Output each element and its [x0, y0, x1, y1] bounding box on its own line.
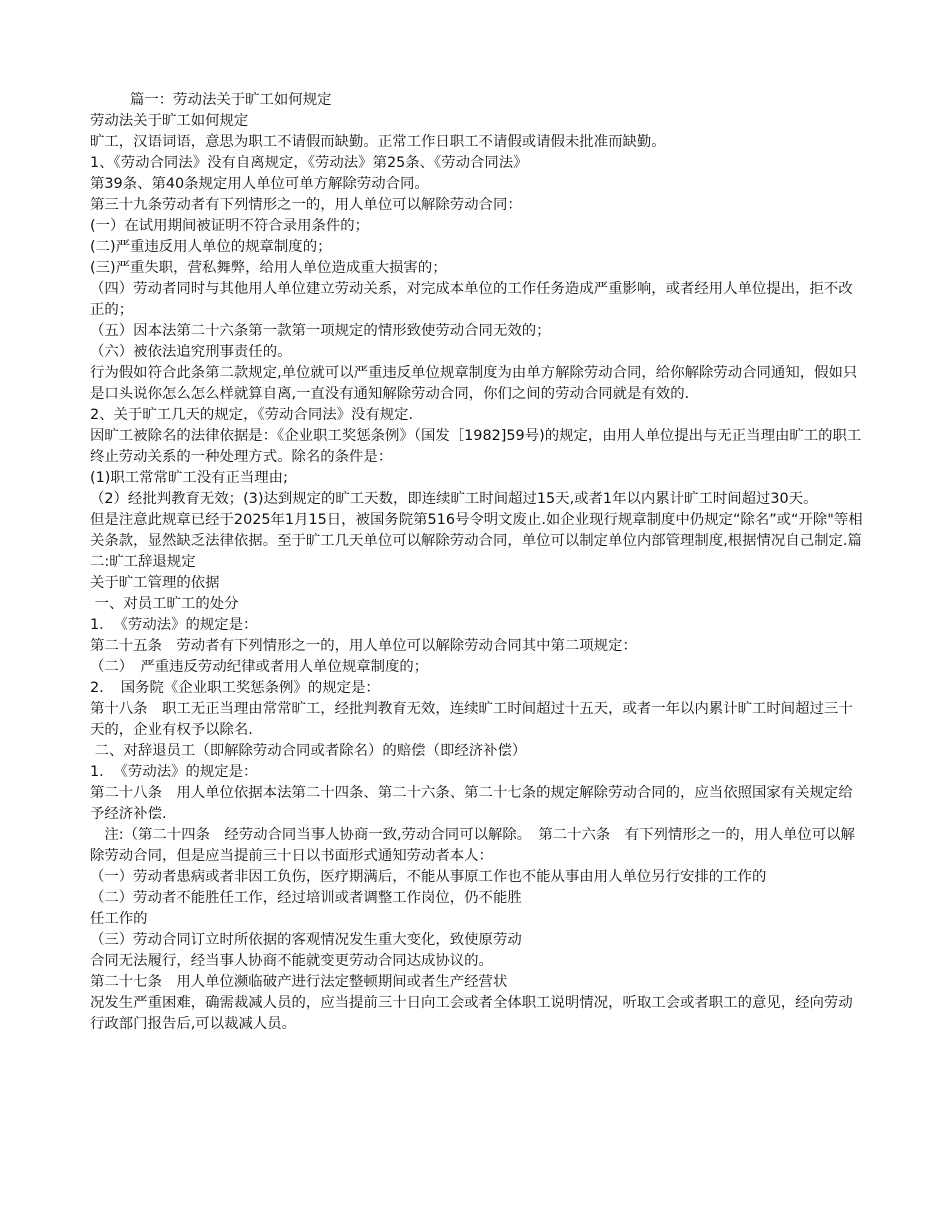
paragraph: 1． 《劳动法》的规定是： — [90, 617, 258, 633]
paragraph: 2． 国务院《企业职工奖惩条例》的规定是： — [90, 680, 380, 696]
paragraph: 第二十五条 劳动者有下列情形之一的，用人单位可以解除劳动合同其中第二项规定： — [90, 638, 637, 654]
paragraph: 第二十八条 用人单位依据本法第二十四条、第二十六条、第二十七条的规定解除劳动合同的，应当依照国家有关规定给予经济补偿. — [90, 785, 853, 822]
paragraph: 任工作的 — [90, 911, 148, 927]
note-paragraph: 注:（第二十四条 经劳动合同当事人协商一致,劳动合同可以解除。 第二十六条 有下列情形之一的，用人单位可以解除劳动合同，但是应当提前三十日以书面形式通知劳动者本人： — [90, 827, 855, 864]
list-item: (二)严重违反用人单位的规章制度的； — [90, 239, 332, 255]
section-heading: 关于旷工管理的依据 — [90, 575, 220, 591]
list-item: (一）在试用期间被证明不符合录用条件的； — [90, 218, 370, 234]
list-item: （二） 严重违反劳动纪律或者用人单位规章制度的； — [90, 659, 429, 675]
document-title: 劳动法关于旷工如何规定 — [90, 113, 249, 129]
paragraph: 1、《劳动合同法》没有自离规定，《劳动法》第25条、《劳动合同法》 — [90, 155, 528, 171]
paragraph: 第二十七条 用人单位濒临破产进行法定整顿期间或者生产经营状 — [90, 974, 508, 990]
paragraph: 旷工，汉语词语，意思为职工不请假而缺勤。正常工作日职工不请假或请假未批准而缺勤。 — [90, 134, 666, 150]
list-item: （一）劳动者患病或者非因工负伤，医疗期满后，不能从事原工作也不能从事由用人单位另行安排的工作的 — [90, 869, 767, 885]
subsection-heading: 二、对辞退员工（即解除劳动合同或者除名）的赔偿（即经济补偿） — [90, 743, 527, 759]
paragraph: 第39条、第40条规定用人单位可单方解除劳动合同。 — [90, 176, 429, 192]
subsection-heading: 一、对员工旷工的处分 — [90, 596, 239, 612]
paragraph: 第十八条 职工无正当理由常常旷工，经批判教育无效，连续旷工时间超过十五天，或者一年以内累计旷工时间超过三十天的，企业有权予以除名. — [90, 701, 853, 738]
section-heading: 篇一：劳动法关于旷工如何规定 — [130, 92, 332, 108]
list-item: （四）劳动者同时与其他用人单位建立劳动关系，对完成本单位的工作任务造成严重影响，或者经用人单位提出，拒不改正的； — [90, 281, 853, 318]
list-item: (1)职工常常旷工没有正当理由; — [90, 470, 288, 486]
list-item: （三）劳动合同订立时所依据的客观情况发生重大变化，致使原劳动 — [90, 932, 522, 948]
paragraph: 2、关于旷工几天的规定，《劳动合同法》没有规定. — [90, 407, 414, 423]
document-page — [90, 90, 865, 1035]
paragraph: 第三十九条劳动者有下列情形之一的，用人单位可以解除劳动合同： — [90, 197, 522, 213]
paragraph: 但是注意此规章已经于2025年1月15日，被国务院第516号令明文废止.如企业现行规章制度中仍规定“除名”或“开除"等相关条款，显然缺乏法律依据。至于旷工几天单位可以解除劳动合同，单位可以制定单位内部管理制度,根据情况自己制定.篇二:旷工辞退规定 — [90, 512, 863, 570]
list-item: （六）被依法追究刑事责任的。 — [90, 344, 292, 360]
list-item: （五）因本法第二十六条第一款第一项规定的情形致使劳动合同无效的； — [90, 323, 551, 339]
paragraph: 况发生严重困难，确需裁减人员的，应当提前三十日向工会或者全体职工说明情况，听取工会或者职工的意见，经向劳动行政部门报告后,可以裁减人员。 — [90, 995, 853, 1032]
list-item: （二）劳动者不能胜任工作，经过培训或者调整工作岗位，仍不能胜 — [90, 890, 522, 906]
list-item: (三)严重失职，营私舞弊，给用人单位造成重大损害的； — [90, 260, 447, 276]
list-item: （2）经批判教育无效；(3)达到规定的旷工天数，即连续旷工时间超过15天,或者1年以内累计旷工时间超过30天。 — [90, 491, 818, 507]
paragraph: 合同无法履行，经当事人协商不能就变更劳动合同达成协议的。 — [90, 953, 493, 969]
paragraph: 行为假如符合此条第二款规定,单位就可以严重违反单位规章制度为由单方解除劳动合同，给你解除劳动合同通知，假如只是口头说你怎么怎么样就算自离,一直没有通知解除劳动合同，你们之间的劳动合同就是有效的. — [90, 365, 858, 402]
paragraph: 1． 《劳动法》的规定是： — [90, 764, 258, 780]
paragraph: 因旷工被除名的法律依据是：《企业职工奖惩条例》（国发［1982]59号)的规定，由用人单位提出与无正当理由旷工的职工终止劳动关系的一种处理方式。除名的条件是： — [90, 428, 862, 465]
